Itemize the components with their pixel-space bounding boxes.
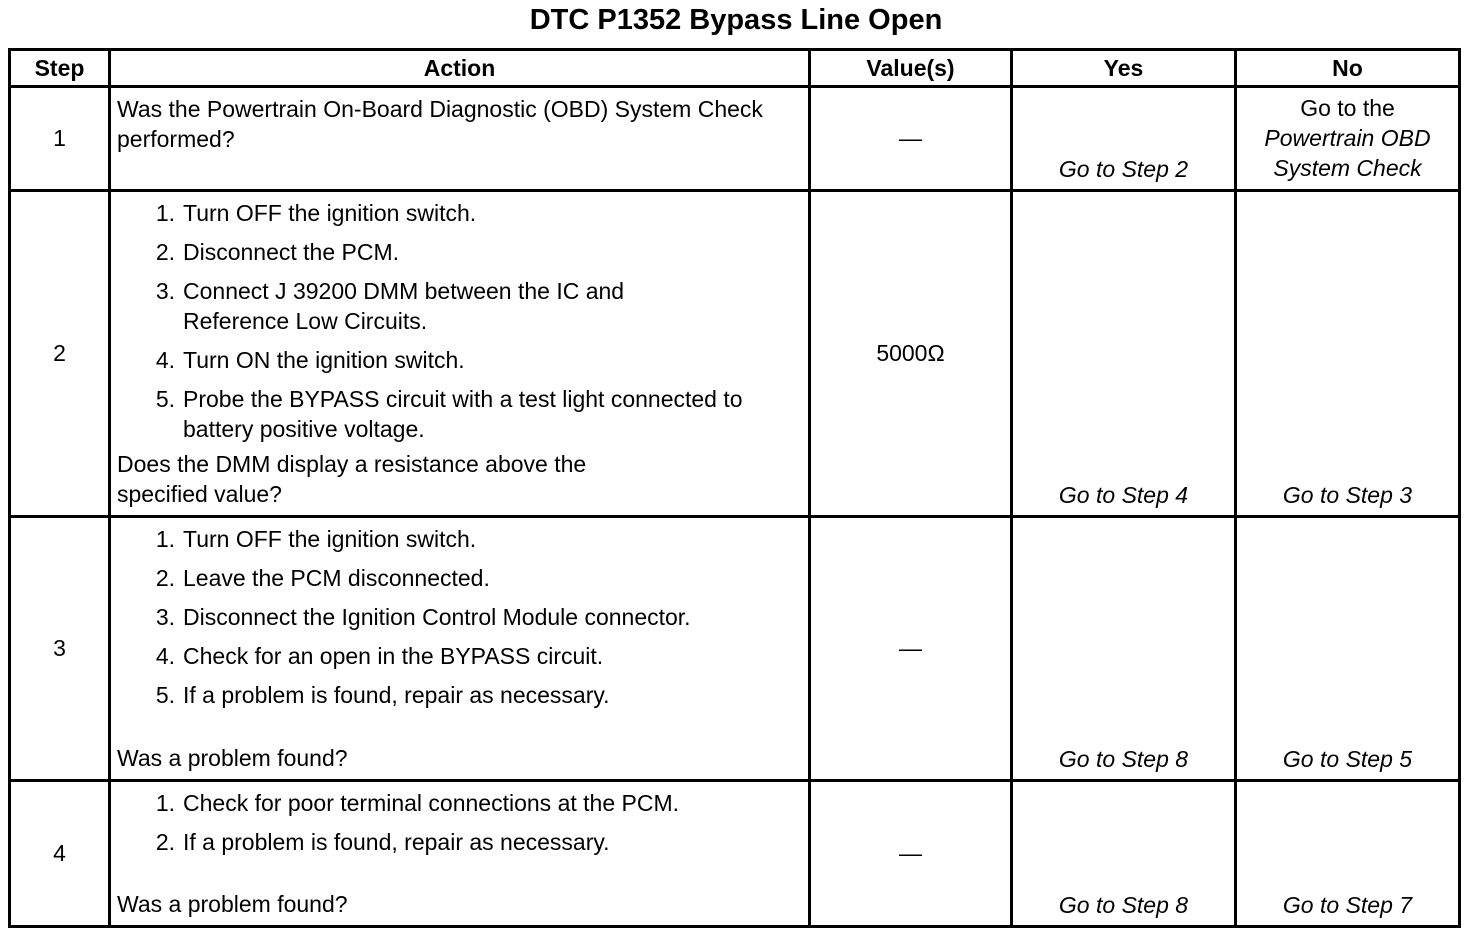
no-cell-plain: Go to the — [1300, 94, 1395, 121]
table-row — [10, 87, 1460, 191]
diagnostic-table — [8, 48, 1461, 928]
list-item: 5. Probe the BYPASS circuit with a test light connected to battery positive voltage. — [155, 386, 743, 442]
action-cell — [110, 87, 810, 191]
list-item: 1. Turn OFF the ignition switch. — [155, 526, 477, 552]
header-action: Action — [110, 50, 810, 87]
value-cell: — — [810, 517, 1012, 781]
action-steps — [117, 198, 802, 444]
action-question: Was a problem found? — [117, 891, 348, 917]
action-steps — [117, 788, 802, 857]
list-item: 4. Check for an open in the BYPASS circuit. — [155, 643, 604, 669]
list-item: 2. If a problem is found, repair as necessary. — [155, 829, 610, 855]
list-item: 2. Disconnect the PCM. — [155, 239, 400, 265]
list-item: 3. Disconnect the Ignition Control Module connector. — [155, 604, 691, 630]
table-row — [10, 517, 1460, 781]
list-item: 2. Leave the PCM disconnected. — [155, 565, 490, 591]
list-item: 1. Check for poor terminal connections at the PCM. — [155, 790, 680, 816]
no-cell: Go to Step 7 — [1236, 781, 1460, 927]
value-cell: — — [810, 87, 1012, 191]
value-cell: — — [810, 781, 1012, 927]
action-cell — [110, 781, 810, 927]
action-question: Does the DMM display a resistance above the specified value? — [117, 451, 587, 507]
action-question: Was a problem found? — [117, 745, 348, 771]
list-item: 5. If a problem is found, repair as necessary. — [155, 682, 610, 708]
yes-cell: Go to Step 8 — [1012, 517, 1236, 781]
table-row — [10, 191, 1460, 517]
list-item: 3. Connect J 39200 DMM between the IC and Reference Low Circuits. — [155, 278, 625, 334]
action-question: Was the Powertrain On-Board Diagnostic (OBD) System Check performed? — [117, 96, 763, 152]
no-cell: Go to Step 3 — [1236, 191, 1460, 517]
step-number: 4 — [10, 781, 110, 927]
action-steps — [117, 524, 802, 710]
value-cell: 5000Ω — [810, 191, 1012, 517]
list-item: 1. Turn OFF the ignition switch. — [155, 200, 477, 226]
no-cell-italic: Powertrain OBD System Check — [1264, 124, 1431, 181]
table-row — [10, 781, 1460, 927]
no-cell: Go to Step 5 — [1236, 517, 1460, 781]
header-row — [10, 50, 1460, 87]
header-values: Value(s) — [810, 50, 1012, 87]
page-title: DTC P1352 Bypass Line Open — [529, 4, 943, 36]
step-number: 2 — [10, 191, 110, 517]
header-step: Step — [10, 50, 110, 87]
step-number: 3 — [10, 517, 110, 781]
header-yes: Yes — [1012, 50, 1236, 87]
action-cell — [110, 191, 810, 517]
no-cell — [1236, 87, 1460, 191]
header-no: No — [1236, 50, 1460, 87]
yes-cell: Go to Step 4 — [1012, 191, 1236, 517]
step-number: 1 — [10, 87, 110, 191]
action-cell — [110, 517, 810, 781]
list-item: 4. Turn ON the ignition switch. — [155, 347, 465, 373]
yes-cell: Go to Step 2 — [1012, 87, 1236, 191]
yes-cell: Go to Step 8 — [1012, 781, 1236, 927]
